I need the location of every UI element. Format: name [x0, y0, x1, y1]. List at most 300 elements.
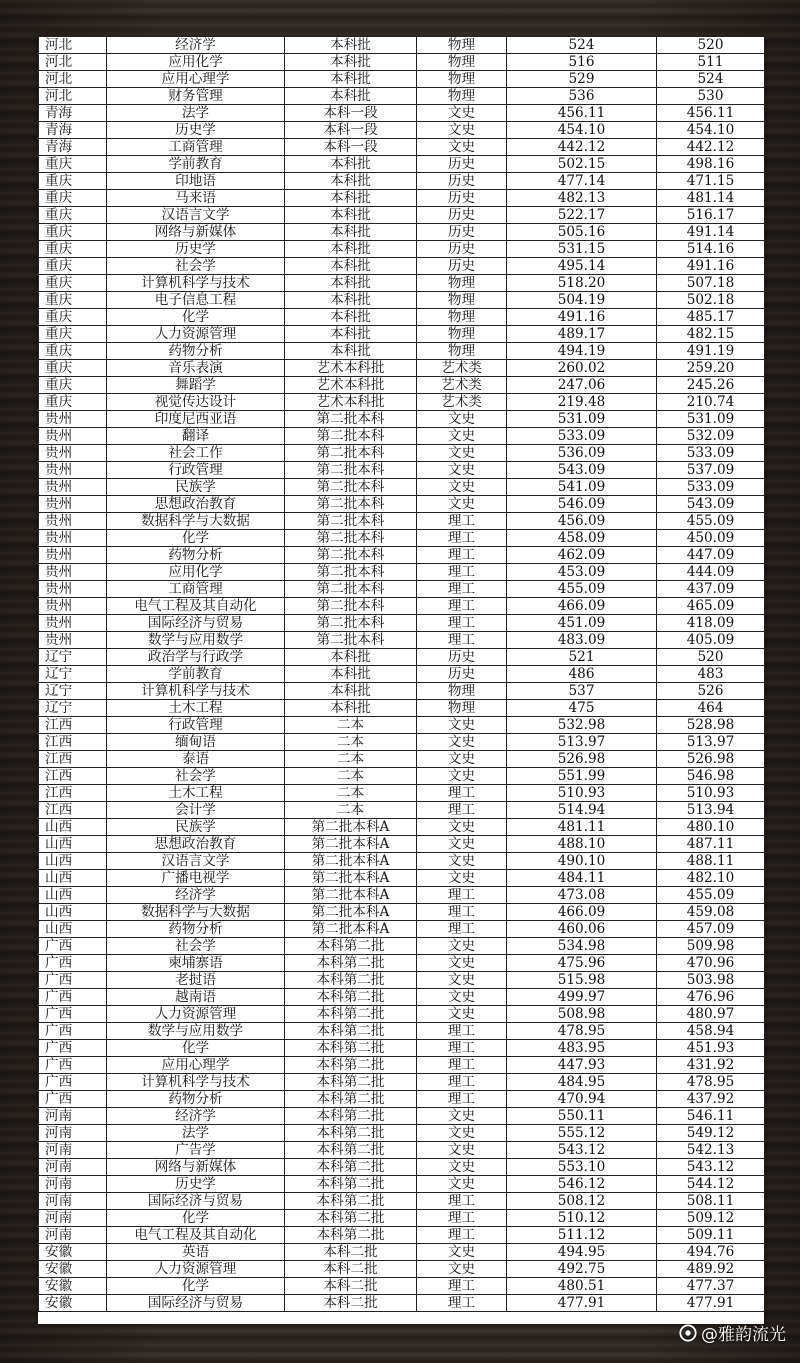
table-row — [39, 598, 765, 615]
major-cell: 药物分析 — [107, 921, 285, 938]
subject-cell: 理工 — [417, 1278, 507, 1295]
province-cell: 重庆 — [39, 173, 107, 190]
province-cell: 广西 — [39, 989, 107, 1006]
province-cell: 重庆 — [39, 190, 107, 207]
province-cell: 重庆 — [39, 275, 107, 292]
max-score-cell: 466.09 — [507, 598, 657, 615]
min-score-cell: 488.11 — [657, 853, 765, 870]
max-score-cell: 521 — [507, 649, 657, 666]
subject-cell: 文史 — [417, 768, 507, 785]
watermark-text: @雅韵流光 — [701, 1325, 786, 1345]
batch-cell: 本科批 — [285, 683, 417, 700]
province-cell: 江西 — [39, 802, 107, 819]
min-score-cell: 485.17 — [657, 309, 765, 326]
major-cell: 数据科学与大数据 — [107, 513, 285, 530]
major-cell: 化学 — [107, 1278, 285, 1295]
batch-cell: 本科第二批 — [285, 1159, 417, 1176]
major-cell: 广告学 — [107, 1142, 285, 1159]
max-score-cell: 247.06 — [507, 377, 657, 394]
table-row — [39, 309, 765, 326]
max-score-cell: 508.12 — [507, 1193, 657, 1210]
subject-cell: 文史 — [417, 955, 507, 972]
min-score-cell: 477.91 — [657, 1295, 765, 1312]
table-row — [39, 292, 765, 309]
max-score-cell: 526.98 — [507, 751, 657, 768]
subject-cell: 理工 — [417, 887, 507, 904]
major-cell: 数学与应用数学 — [107, 632, 285, 649]
max-score-cell: 486 — [507, 666, 657, 683]
min-score-cell: 481.14 — [657, 190, 765, 207]
subject-cell: 文史 — [417, 717, 507, 734]
max-score-cell: 511.12 — [507, 1227, 657, 1244]
batch-cell: 二本 — [285, 734, 417, 751]
table-row — [39, 530, 765, 547]
major-cell: 舞蹈学 — [107, 377, 285, 394]
table-row — [39, 547, 765, 564]
province-cell: 江西 — [39, 785, 107, 802]
max-score-cell: 524 — [507, 37, 657, 54]
table-row — [39, 1091, 765, 1108]
batch-cell: 本科批 — [285, 224, 417, 241]
table-row — [39, 258, 765, 275]
min-score-cell: 480.97 — [657, 1006, 765, 1023]
province-cell: 贵州 — [39, 530, 107, 547]
batch-cell: 本科第二批 — [285, 1227, 417, 1244]
table-row — [39, 1057, 765, 1074]
batch-cell: 艺术本科批 — [285, 377, 417, 394]
major-cell: 民族学 — [107, 479, 285, 496]
subject-cell: 文史 — [417, 428, 507, 445]
batch-cell: 本科一段 — [285, 139, 417, 156]
major-cell: 民族学 — [107, 819, 285, 836]
table-row — [39, 54, 765, 71]
max-score-cell: 531.15 — [507, 241, 657, 258]
max-score-cell: 534.98 — [507, 938, 657, 955]
subject-cell: 文史 — [417, 139, 507, 156]
subject-cell: 文史 — [417, 938, 507, 955]
min-score-cell: 455.09 — [657, 513, 765, 530]
subject-cell: 艺术类 — [417, 360, 507, 377]
province-cell: 河南 — [39, 1210, 107, 1227]
major-cell: 计算机科学与技术 — [107, 275, 285, 292]
table-row — [39, 870, 765, 887]
max-score-cell: 508.98 — [507, 1006, 657, 1023]
major-cell: 法学 — [107, 105, 285, 122]
province-cell: 辽宁 — [39, 649, 107, 666]
major-cell: 印度尼西亚语 — [107, 411, 285, 428]
table-row — [39, 37, 765, 54]
batch-cell: 本科批 — [285, 190, 417, 207]
max-score-cell: 492.75 — [507, 1261, 657, 1278]
table-row — [39, 1040, 765, 1057]
province-cell: 重庆 — [39, 156, 107, 173]
province-cell: 河北 — [39, 88, 107, 105]
major-cell: 药物分析 — [107, 343, 285, 360]
table-row — [39, 224, 765, 241]
subject-cell: 历史 — [417, 649, 507, 666]
batch-cell: 第二批本科 — [285, 428, 417, 445]
major-cell: 药物分析 — [107, 547, 285, 564]
subject-cell: 历史 — [417, 666, 507, 683]
subject-cell: 物理 — [417, 275, 507, 292]
max-score-cell: 482.13 — [507, 190, 657, 207]
province-cell: 贵州 — [39, 632, 107, 649]
min-score-cell: 513.94 — [657, 802, 765, 819]
subject-cell: 物理 — [417, 292, 507, 309]
table-row — [39, 768, 765, 785]
table-row — [39, 581, 765, 598]
major-cell: 工商管理 — [107, 139, 285, 156]
min-score-cell: 509.98 — [657, 938, 765, 955]
major-cell: 视觉传达设计 — [107, 394, 285, 411]
subject-cell: 理工 — [417, 1227, 507, 1244]
province-cell: 辽宁 — [39, 700, 107, 717]
max-score-cell: 455.09 — [507, 581, 657, 598]
table-row — [39, 122, 765, 139]
max-score-cell: 504.19 — [507, 292, 657, 309]
major-cell: 国际经济与贸易 — [107, 1193, 285, 1210]
province-cell: 广西 — [39, 1074, 107, 1091]
major-cell: 电气工程及其自动化 — [107, 1227, 285, 1244]
batch-cell: 本科第二批 — [285, 955, 417, 972]
table-row — [39, 1176, 765, 1193]
major-cell: 印地语 — [107, 173, 285, 190]
table-row — [39, 88, 765, 105]
batch-cell: 本科二批 — [285, 1244, 417, 1261]
min-score-cell: 546.11 — [657, 1108, 765, 1125]
province-cell: 贵州 — [39, 547, 107, 564]
table-row — [39, 445, 765, 462]
province-cell: 安徽 — [39, 1278, 107, 1295]
max-score-cell: 529 — [507, 71, 657, 88]
subject-cell: 历史 — [417, 156, 507, 173]
batch-cell: 本科批 — [285, 649, 417, 666]
major-cell: 社会学 — [107, 258, 285, 275]
max-score-cell: 518.20 — [507, 275, 657, 292]
province-cell: 贵州 — [39, 598, 107, 615]
min-score-cell: 470.96 — [657, 955, 765, 972]
min-score-cell: 509.11 — [657, 1227, 765, 1244]
table-row — [39, 632, 765, 649]
max-score-cell: 456.09 — [507, 513, 657, 530]
province-cell: 广西 — [39, 938, 107, 955]
subject-cell: 文史 — [417, 105, 507, 122]
province-cell: 重庆 — [39, 343, 107, 360]
major-cell: 政治学与行政学 — [107, 649, 285, 666]
min-score-cell: 491.16 — [657, 258, 765, 275]
table-row — [39, 1227, 765, 1244]
subject-cell: 文史 — [417, 1261, 507, 1278]
subject-cell: 理工 — [417, 1193, 507, 1210]
table-row — [39, 683, 765, 700]
min-score-cell: 528.98 — [657, 717, 765, 734]
max-score-cell: 483.95 — [507, 1040, 657, 1057]
batch-cell: 本科批 — [285, 88, 417, 105]
min-score-cell: 487.11 — [657, 836, 765, 853]
max-score-cell: 470.94 — [507, 1091, 657, 1108]
subject-cell: 理工 — [417, 598, 507, 615]
province-cell: 河南 — [39, 1159, 107, 1176]
batch-cell: 第二批本科 — [285, 496, 417, 513]
subject-cell: 文史 — [417, 870, 507, 887]
subject-cell: 理工 — [417, 1295, 507, 1312]
table-row — [39, 173, 765, 190]
major-cell: 会计学 — [107, 802, 285, 819]
major-cell: 历史学 — [107, 122, 285, 139]
table-row — [39, 326, 765, 343]
min-score-cell: 531.09 — [657, 411, 765, 428]
max-score-cell: 451.09 — [507, 615, 657, 632]
min-score-cell: 483 — [657, 666, 765, 683]
table-row — [39, 241, 765, 258]
subject-cell: 理工 — [417, 564, 507, 581]
major-cell: 应用化学 — [107, 54, 285, 71]
batch-cell: 本科第二批 — [285, 1210, 417, 1227]
subject-cell: 文史 — [417, 972, 507, 989]
subject-cell: 物理 — [417, 700, 507, 717]
province-cell: 河南 — [39, 1227, 107, 1244]
table-row — [39, 564, 765, 581]
min-score-cell: 533.09 — [657, 445, 765, 462]
subject-cell: 文史 — [417, 1159, 507, 1176]
subject-cell: 物理 — [417, 343, 507, 360]
subject-cell: 理工 — [417, 513, 507, 530]
table-row — [39, 190, 765, 207]
batch-cell: 第二批本科 — [285, 513, 417, 530]
min-score-cell: 543.12 — [657, 1159, 765, 1176]
table-row — [39, 734, 765, 751]
subject-cell: 历史 — [417, 241, 507, 258]
platform-logo-icon — [679, 1324, 697, 1342]
batch-cell: 第二批本科A — [285, 904, 417, 921]
batch-cell: 本科批 — [285, 326, 417, 343]
province-cell: 山西 — [39, 904, 107, 921]
min-score-cell: 511 — [657, 54, 765, 71]
min-score-cell: 537.09 — [657, 462, 765, 479]
max-score-cell: 484.11 — [507, 870, 657, 887]
min-score-cell: 465.09 — [657, 598, 765, 615]
table-row — [39, 496, 765, 513]
subject-cell: 物理 — [417, 37, 507, 54]
max-score-cell: 553.10 — [507, 1159, 657, 1176]
table-row — [39, 139, 765, 156]
min-score-cell: 513.97 — [657, 734, 765, 751]
batch-cell: 二本 — [285, 802, 417, 819]
batch-cell: 第二批本科 — [285, 547, 417, 564]
subject-cell: 文史 — [417, 122, 507, 139]
max-score-cell: 489.17 — [507, 326, 657, 343]
subject-cell: 艺术类 — [417, 394, 507, 411]
major-cell: 国际经济与贸易 — [107, 1295, 285, 1312]
major-cell: 法学 — [107, 1125, 285, 1142]
batch-cell: 第二批本科A — [285, 819, 417, 836]
max-score-cell: 495.14 — [507, 258, 657, 275]
major-cell: 化学 — [107, 1040, 285, 1057]
province-cell: 贵州 — [39, 513, 107, 530]
major-cell: 药物分析 — [107, 1091, 285, 1108]
batch-cell: 本科第二批 — [285, 1023, 417, 1040]
max-score-cell: 483.09 — [507, 632, 657, 649]
batch-cell: 本科批 — [285, 173, 417, 190]
table-row — [39, 1006, 765, 1023]
table-row — [39, 1261, 765, 1278]
table-row — [39, 1210, 765, 1227]
max-score-cell: 462.09 — [507, 547, 657, 564]
subject-cell: 理工 — [417, 547, 507, 564]
min-score-cell: 482.10 — [657, 870, 765, 887]
province-cell: 广西 — [39, 972, 107, 989]
max-score-cell: 456.11 — [507, 105, 657, 122]
batch-cell: 本科批 — [285, 241, 417, 258]
max-score-cell: 477.14 — [507, 173, 657, 190]
max-score-cell: 502.15 — [507, 156, 657, 173]
table-row — [39, 377, 765, 394]
subject-cell: 文史 — [417, 479, 507, 496]
province-cell: 贵州 — [39, 462, 107, 479]
table-row — [39, 71, 765, 88]
subject-cell: 物理 — [417, 71, 507, 88]
province-cell: 重庆 — [39, 377, 107, 394]
min-score-cell: 477.37 — [657, 1278, 765, 1295]
max-score-cell: 484.95 — [507, 1074, 657, 1091]
batch-cell: 本科第二批 — [285, 1108, 417, 1125]
table-row — [39, 411, 765, 428]
max-score-cell: 510.93 — [507, 785, 657, 802]
max-score-cell: 516 — [507, 54, 657, 71]
subject-cell: 理工 — [417, 802, 507, 819]
min-score-cell: 471.15 — [657, 173, 765, 190]
major-cell: 行政管理 — [107, 717, 285, 734]
subject-cell: 理工 — [417, 904, 507, 921]
province-cell: 重庆 — [39, 360, 107, 377]
min-score-cell: 418.09 — [657, 615, 765, 632]
table-row — [39, 1108, 765, 1125]
min-score-cell: 458.94 — [657, 1023, 765, 1040]
major-cell: 历史学 — [107, 241, 285, 258]
max-score-cell: 537 — [507, 683, 657, 700]
max-score-cell: 442.12 — [507, 139, 657, 156]
major-cell: 土木工程 — [107, 700, 285, 717]
province-cell: 河北 — [39, 37, 107, 54]
province-cell: 河南 — [39, 1193, 107, 1210]
major-cell: 马来语 — [107, 190, 285, 207]
max-score-cell: 536.09 — [507, 445, 657, 462]
min-score-cell: 454.10 — [657, 122, 765, 139]
min-score-cell: 442.12 — [657, 139, 765, 156]
max-score-cell: 475.96 — [507, 955, 657, 972]
major-cell: 越南语 — [107, 989, 285, 1006]
min-score-cell: 544.12 — [657, 1176, 765, 1193]
table-row — [39, 1295, 765, 1312]
batch-cell: 第二批本科 — [285, 462, 417, 479]
batch-cell: 二本 — [285, 717, 417, 734]
province-cell: 贵州 — [39, 496, 107, 513]
province-cell: 山西 — [39, 853, 107, 870]
province-cell: 重庆 — [39, 309, 107, 326]
subject-cell: 理工 — [417, 632, 507, 649]
province-cell: 河南 — [39, 1125, 107, 1142]
table-row — [39, 394, 765, 411]
max-score-cell: 546.12 — [507, 1176, 657, 1193]
max-score-cell: 536 — [507, 88, 657, 105]
table-row — [39, 955, 765, 972]
province-cell: 广西 — [39, 1023, 107, 1040]
table-row — [39, 717, 765, 734]
min-score-cell: 437.09 — [657, 581, 765, 598]
province-cell: 江西 — [39, 734, 107, 751]
province-cell: 贵州 — [39, 581, 107, 598]
min-score-cell: 447.09 — [657, 547, 765, 564]
max-score-cell: 533.09 — [507, 428, 657, 445]
table-row — [39, 853, 765, 870]
max-score-cell: 494.95 — [507, 1244, 657, 1261]
major-cell: 电子信息工程 — [107, 292, 285, 309]
subject-cell: 理工 — [417, 1210, 507, 1227]
min-score-cell: 476.96 — [657, 989, 765, 1006]
subject-cell: 理工 — [417, 1040, 507, 1057]
max-score-cell: 480.51 — [507, 1278, 657, 1295]
min-score-cell: 457.09 — [657, 921, 765, 938]
subject-cell: 理工 — [417, 921, 507, 938]
table-row — [39, 1142, 765, 1159]
province-cell: 河北 — [39, 71, 107, 88]
max-score-cell: 454.10 — [507, 122, 657, 139]
table-row — [39, 649, 765, 666]
min-score-cell: 464 — [657, 700, 765, 717]
table-row — [39, 275, 765, 292]
batch-cell: 第二批本科 — [285, 479, 417, 496]
min-score-cell: 494.76 — [657, 1244, 765, 1261]
min-score-cell: 245.26 — [657, 377, 765, 394]
subject-cell: 文史 — [417, 1176, 507, 1193]
major-cell: 汉语言文学 — [107, 853, 285, 870]
batch-cell: 第二批本科A — [285, 887, 417, 904]
min-score-cell: 520 — [657, 37, 765, 54]
province-cell: 广西 — [39, 955, 107, 972]
batch-cell: 本科批 — [285, 666, 417, 683]
min-score-cell: 450.09 — [657, 530, 765, 547]
subject-cell: 文史 — [417, 462, 507, 479]
major-cell: 社会学 — [107, 938, 285, 955]
province-cell: 安徽 — [39, 1244, 107, 1261]
batch-cell: 本科批 — [285, 156, 417, 173]
min-score-cell: 480.10 — [657, 819, 765, 836]
subject-cell: 理工 — [417, 1091, 507, 1108]
min-score-cell: 502.18 — [657, 292, 765, 309]
batch-cell: 第二批本科A — [285, 853, 417, 870]
province-cell: 广西 — [39, 1006, 107, 1023]
major-cell: 应用化学 — [107, 564, 285, 581]
batch-cell: 本科批 — [285, 37, 417, 54]
min-score-cell: 514.16 — [657, 241, 765, 258]
table-row — [39, 1074, 765, 1091]
max-score-cell: 505.16 — [507, 224, 657, 241]
province-cell: 贵州 — [39, 445, 107, 462]
batch-cell: 本科第二批 — [285, 1176, 417, 1193]
subject-cell: 理工 — [417, 1074, 507, 1091]
min-score-cell: 542.13 — [657, 1142, 765, 1159]
batch-cell: 第二批本科 — [285, 445, 417, 462]
table-row — [39, 802, 765, 819]
province-cell: 青海 — [39, 105, 107, 122]
batch-cell: 本科第二批 — [285, 938, 417, 955]
min-score-cell: 533.09 — [657, 479, 765, 496]
max-score-cell: 543.09 — [507, 462, 657, 479]
major-cell: 社会学 — [107, 768, 285, 785]
subject-cell: 历史 — [417, 173, 507, 190]
province-cell: 贵州 — [39, 615, 107, 632]
table-row — [39, 462, 765, 479]
